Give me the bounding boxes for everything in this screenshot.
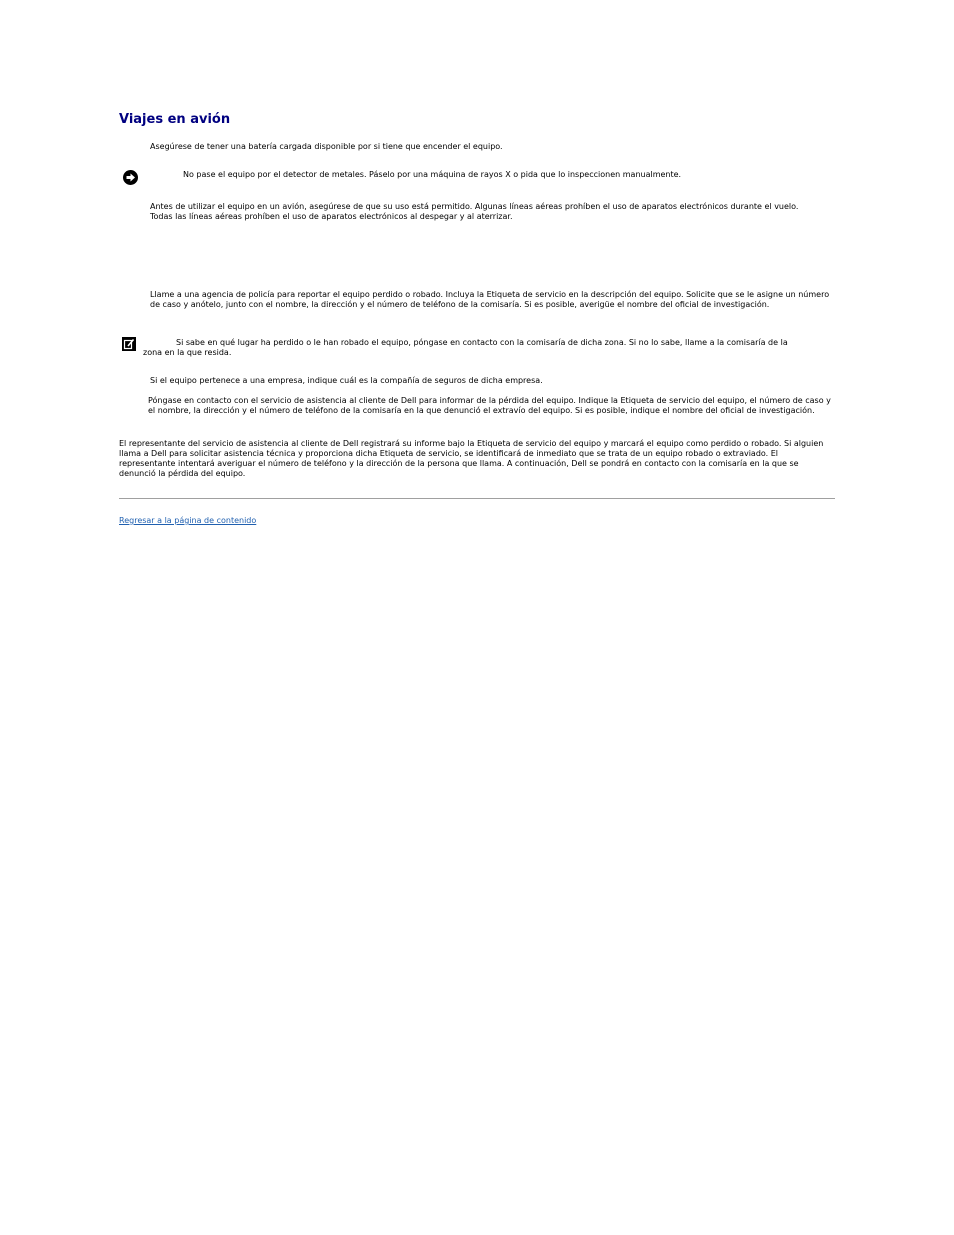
contact-dell-text: Póngase en contacto con el servicio de asistencia al cliente de Dell para informar de la pérdida del equipo. Indique la Etiqueta de servicio del equipo, el número de caso y el nombre, la dirección y el número de teléfono de la comisaría en la que denunció el extravío del equipo. Si es posible, indique el nombre del oficial de investigación. [148, 396, 831, 415]
contact-dell-paragraph [148, 396, 833, 416]
note-text: Si sabe en qué lugar ha perdido o le han robado el equipo, póngase en contacto con la comisaría de dicha zona. Si no lo sabe, llame a la comisaría de la zona en la que resida. [143, 338, 788, 357]
representative-paragraph: El representante del servicio de asistencia al cliente de Dell registrará su informe bajo la Etiqueta de servicio del equipo y marcará el equipo como perdido o robado. Si alguien llama a Dell para solicitar asistencia técnica y proporciona dicha Etiqueta de servicio, se identificará de inmediato que se trata de un equipo robado o extraviado. El representante intentará averiguar el número de teléfono y la dirección de la persona que llama. A continuación, Dell se pondrá en contacto con la comisaría en la que se denunció la pérdida del equipo. [119, 439, 824, 478]
notice-icon [123, 170, 138, 185]
police-paragraph [150, 290, 830, 310]
battery-paragraph: Asegúrese de tener una batería cargada disponible por si tiene que encender el equipo. [150, 142, 503, 151]
company-paragraph: Si el equipo pertenece a una empresa, indique cuál es la compañía de seguros de dicha empresa. [150, 376, 543, 385]
page-title: Viajes en avión [119, 112, 231, 127]
notice-text: No pase el equipo por el detector de metales. Páselo por una máquina de rayos X o pida que lo inspeccionen manualmente. [183, 170, 682, 179]
back-to-contents-link[interactable]: Regresar a la página de contenido [119, 516, 257, 525]
airplane-text: Antes de utilizar el equipo en un avión, asegúrese de que su uso está permitido. Algunas líneas aéreas prohíben el uso de aparatos electrónicos durante el vuelo. Todas las líneas aéreas prohíben el uso de aparatos electrónicos al despegar y al aterrizar. [150, 202, 799, 221]
airplane-paragraph [150, 202, 815, 222]
police-text: Llame a una agencia de policía para reportar el equipo perdido o robado. Incluya la Etiqueta de servicio en la descripción del equipo. Solicite que se le asigne un número de caso y anótelo, junto con el nombre, la dirección y el número de teléfono de la comisaría. Si es posible, averigüe el nombre del oficial de investigación. [150, 290, 830, 309]
note-icon [122, 337, 136, 351]
horizontal-divider [119, 498, 835, 499]
